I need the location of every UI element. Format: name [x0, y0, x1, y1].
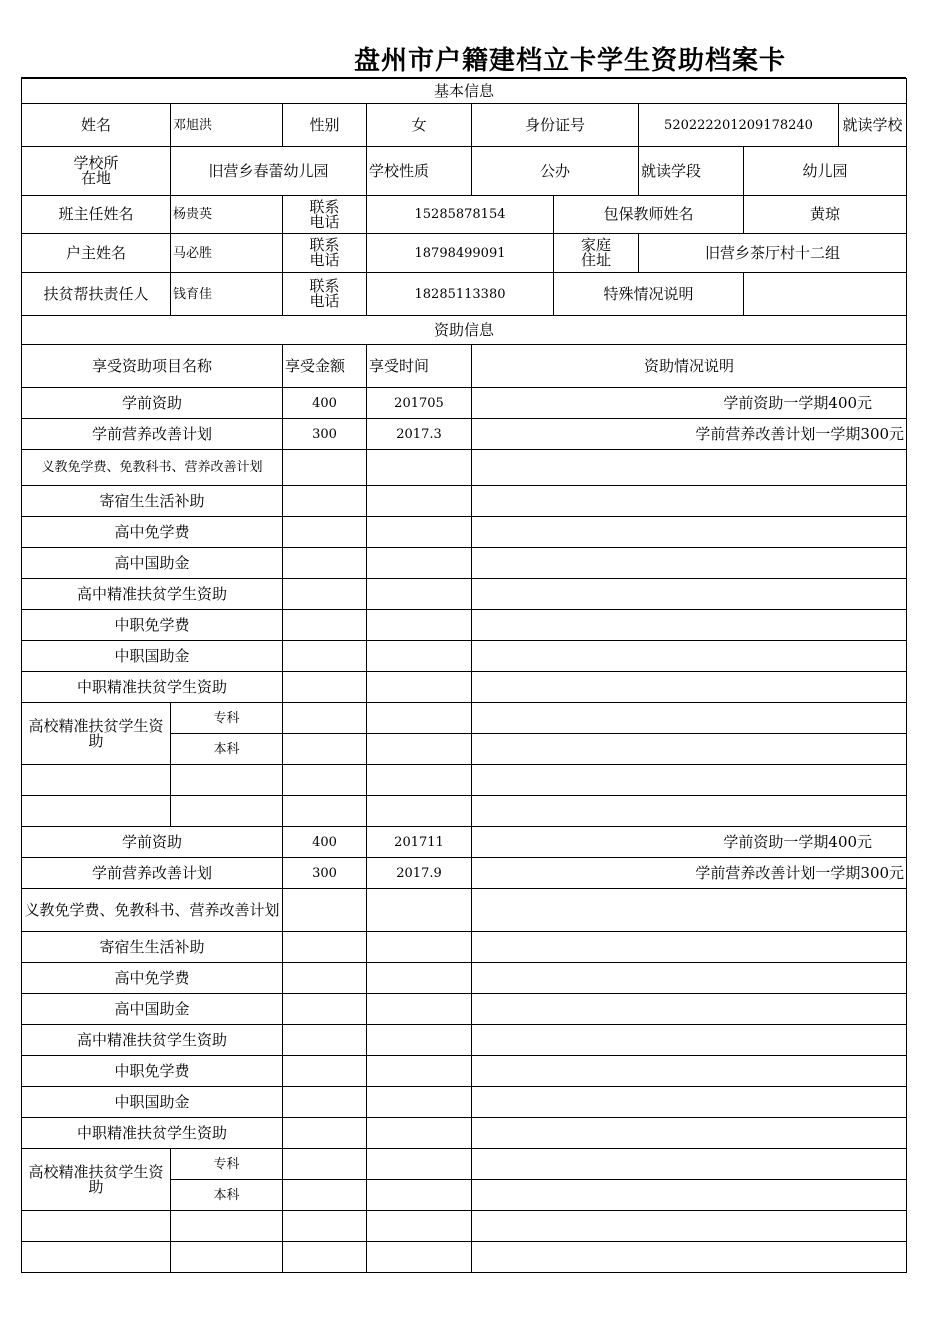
aid-description [472, 672, 907, 703]
aid-description: 学前资助一学期400元 [472, 388, 907, 419]
aid-time [367, 1025, 472, 1056]
aid-row [22, 548, 907, 579]
aid-row [22, 827, 907, 858]
aid-time [367, 579, 472, 610]
name-label: 姓名 [22, 104, 171, 147]
aid-row [22, 889, 907, 932]
aid-description [472, 889, 907, 932]
blank-cell [472, 796, 907, 827]
aid-project-name: 义教免学费、免教科书、营养改善计划 [22, 889, 283, 932]
blank-cell [283, 765, 367, 796]
id-label: 身份证号 [472, 104, 639, 147]
aid-description [472, 703, 907, 734]
aid-time [367, 1118, 472, 1149]
aid-description [472, 994, 907, 1025]
aid-time [367, 450, 472, 486]
address-value: 旧营乡茶厅村十二组 [639, 234, 907, 273]
aid-row [22, 610, 907, 641]
guardian-teacher-label: 包保教师姓名 [554, 196, 744, 234]
col-amount-header: 享受金额 [283, 345, 367, 388]
aid-description [472, 610, 907, 641]
aid-description [472, 1087, 907, 1118]
blank-cell [283, 1242, 367, 1273]
aid-project-name: 学前营养改善计划 [22, 858, 283, 889]
page-title: 盘州市户籍建档立卡学生资助档案卡 [353, 46, 786, 76]
aid-description: 学前营养改善计划一学期300元 [472, 858, 907, 889]
aid-description [472, 486, 907, 517]
blank-cell [171, 796, 283, 827]
aid-amount [283, 672, 367, 703]
basic-info-header: 基本信息 [22, 79, 907, 104]
aid-project-name: 中职精准扶贫学生资助 [22, 1118, 283, 1149]
school-type-value: 公办 [472, 147, 639, 196]
aid-time [367, 734, 472, 765]
blank-row [22, 796, 907, 827]
aid-project-name: 寄宿生生活补助 [22, 486, 283, 517]
guardian-teacher-value: 黄琼 [744, 196, 907, 234]
aid-amount [283, 548, 367, 579]
blank-cell [22, 1242, 171, 1273]
aid-time [367, 486, 472, 517]
aid-time: 201711 [367, 827, 472, 858]
teacher-value: 杨贵英 [171, 196, 283, 234]
aid-time: 2017.3 [367, 419, 472, 450]
school-location-label: 学校所在地 [22, 147, 171, 196]
blank-cell [171, 1211, 283, 1242]
col-project-header: 享受资助项目名称 [22, 345, 283, 388]
blank-cell [472, 1242, 907, 1273]
school-label: 就读学校 [839, 104, 907, 147]
aid-amount: 400 [283, 827, 367, 858]
aid-time [367, 548, 472, 579]
blank-row [22, 1242, 907, 1273]
blank-cell [367, 1211, 472, 1242]
name-value: 邓旭洪 [171, 104, 283, 147]
aid-amount [283, 1025, 367, 1056]
aid-amount: 300 [283, 858, 367, 889]
blank-cell [472, 765, 907, 796]
aid-description [472, 579, 907, 610]
school-type-label: 学校性质 [367, 147, 472, 196]
aid-description [472, 932, 907, 963]
aid-amount: 400 [283, 388, 367, 419]
aid-time [367, 932, 472, 963]
aid-row [22, 994, 907, 1025]
aid-description [472, 734, 907, 765]
aid-time [367, 641, 472, 672]
aid-row [22, 641, 907, 672]
aid-info-header: 资助信息 [22, 316, 907, 345]
helper-value: 钱育佳 [171, 273, 283, 316]
teacher-phone-value: 15285878154 [367, 196, 554, 234]
aid-amount [283, 1118, 367, 1149]
householder-phone-label: 联系电话 [283, 234, 367, 273]
school-location-value: 旧营乡春蕾幼儿园 [171, 147, 367, 196]
blank-cell [171, 1242, 283, 1273]
aid-amount [283, 963, 367, 994]
blank-cell [283, 796, 367, 827]
aid-description [472, 517, 907, 548]
blank-cell [367, 796, 472, 827]
helper-label: 扶贫帮扶责任人 [22, 273, 171, 316]
aid-project-name: 学前营养改善计划 [22, 419, 283, 450]
aid-amount [283, 1180, 367, 1211]
id-value: 520222201209178240 [639, 104, 839, 147]
aid-time [367, 1087, 472, 1118]
aid-amount [283, 579, 367, 610]
aid-row [22, 963, 907, 994]
aid-row [22, 579, 907, 610]
aid-description [472, 450, 907, 486]
aid-amount [283, 1056, 367, 1087]
special-value [744, 273, 907, 316]
aid-amount [283, 641, 367, 672]
aid-project-name: 高中免学费 [22, 963, 283, 994]
aid-time [367, 703, 472, 734]
aid-description [472, 1118, 907, 1149]
aid-description [472, 1149, 907, 1180]
blank-cell [171, 765, 283, 796]
aid-row [22, 388, 907, 419]
aid-description [472, 548, 907, 579]
aid-row [22, 517, 907, 548]
aid-row [22, 858, 907, 889]
address-label: 家庭住址 [554, 234, 639, 273]
aid-project-name: 高中精准扶贫学生资助 [22, 579, 283, 610]
blank-cell [283, 1211, 367, 1242]
aid-amount [283, 889, 367, 932]
aid-time [367, 672, 472, 703]
aid-time [367, 610, 472, 641]
aid-description [472, 1025, 907, 1056]
blank-cell [22, 1211, 171, 1242]
stage-value: 幼儿园 [744, 147, 907, 196]
aid-row [22, 1087, 907, 1118]
aid-description [472, 1180, 907, 1211]
aid-row [22, 703, 907, 734]
householder-phone-value: 18798499091 [367, 234, 554, 273]
gender-label: 性别 [283, 104, 367, 147]
undergraduate-label: 本科 [171, 1180, 283, 1211]
aid-project-name: 中职免学费 [22, 610, 283, 641]
teacher-phone-label: 联系电话 [283, 196, 367, 234]
aid-row [22, 932, 907, 963]
aid-description: 学前资助一学期400元 [472, 827, 907, 858]
aid-time [367, 994, 472, 1025]
aid-amount [283, 932, 367, 963]
col-desc-header: 资助情况说明 [472, 345, 907, 388]
aid-row [22, 1056, 907, 1087]
aid-amount [283, 450, 367, 486]
aid-amount [283, 703, 367, 734]
aid-row [22, 1118, 907, 1149]
aid-amount [283, 994, 367, 1025]
aid-description [472, 641, 907, 672]
helper-phone-label: 联系电话 [283, 273, 367, 316]
aid-project-name: 高中精准扶贫学生资助 [22, 1025, 283, 1056]
aid-project-name: 学前资助 [22, 388, 283, 419]
gender-value: 女 [367, 104, 472, 147]
aid-project-name: 中职免学费 [22, 1056, 283, 1087]
special-label: 特殊情况说明 [554, 273, 744, 316]
junior-college-label: 专科 [171, 1149, 283, 1180]
aid-time [367, 889, 472, 932]
aid-project-name: 寄宿生生活补助 [22, 932, 283, 963]
aid-project-name: 义教免学费、免教科书、营养改善计划 [22, 450, 283, 486]
blank-row [22, 765, 907, 796]
blank-cell [367, 765, 472, 796]
aid-project-name: 中职精准扶贫学生资助 [22, 672, 283, 703]
aid-time: 201705 [367, 388, 472, 419]
undergraduate-label: 本科 [171, 734, 283, 765]
college-aid-label: 高校精准扶贫学生资助 [22, 1149, 171, 1211]
aid-project-name: 高中国助金 [22, 994, 283, 1025]
aid-amount [283, 734, 367, 765]
householder-value: 马必胜 [171, 234, 283, 273]
aid-time [367, 963, 472, 994]
aid-row [22, 486, 907, 517]
aid-description [472, 1056, 907, 1087]
aid-amount [283, 517, 367, 548]
blank-cell [22, 796, 171, 827]
blank-cell [367, 1242, 472, 1273]
aid-project-name: 高中免学费 [22, 517, 283, 548]
aid-time [367, 1180, 472, 1211]
aid-amount: 300 [283, 419, 367, 450]
aid-amount [283, 1087, 367, 1118]
aid-row [22, 450, 907, 486]
aid-project-name: 中职国助金 [22, 641, 283, 672]
teacher-label: 班主任姓名 [22, 196, 171, 234]
aid-row [22, 672, 907, 703]
aid-time: 2017.9 [367, 858, 472, 889]
stage-label: 就读学段 [639, 147, 744, 196]
aid-row [22, 1149, 907, 1180]
blank-cell [22, 765, 171, 796]
aid-description [472, 963, 907, 994]
aid-row [22, 1025, 907, 1056]
col-time-header: 享受时间 [367, 345, 472, 388]
aid-time [367, 517, 472, 548]
aid-project-name: 学前资助 [22, 827, 283, 858]
aid-time [367, 1056, 472, 1087]
householder-label: 户主姓名 [22, 234, 171, 273]
aid-row [22, 419, 907, 450]
aid-amount [283, 610, 367, 641]
college-aid-label: 高校精准扶贫学生资助 [22, 703, 171, 765]
aid-amount [283, 486, 367, 517]
blank-row [22, 1211, 907, 1242]
aid-project-name: 中职国助金 [22, 1087, 283, 1118]
blank-cell [472, 1211, 907, 1242]
aid-time [367, 1149, 472, 1180]
aid-amount [283, 1149, 367, 1180]
archive-card-table [21, 78, 907, 1273]
junior-college-label: 专科 [171, 703, 283, 734]
helper-phone-value: 18285113380 [367, 273, 554, 316]
aid-project-name: 高中国助金 [22, 548, 283, 579]
aid-description: 学前营养改善计划一学期300元 [472, 419, 907, 450]
